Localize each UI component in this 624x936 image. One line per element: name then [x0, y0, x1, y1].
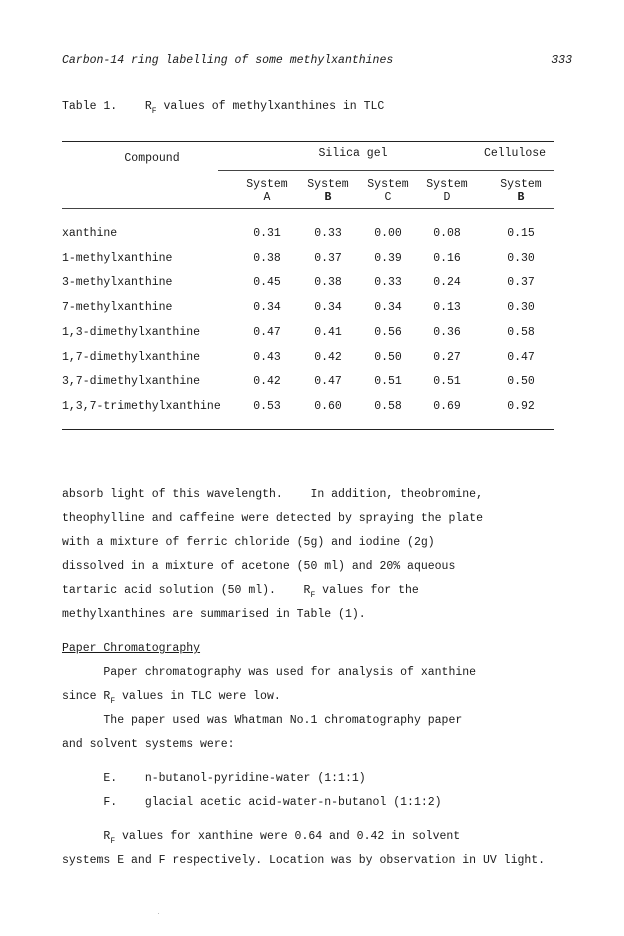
- rf-value-cell: 0.08: [433, 227, 461, 240]
- rf-value-cell: 0.00: [374, 227, 402, 240]
- compound-cell: 1,3-dimethylxanthine: [62, 326, 201, 339]
- rf-value-cell: 0.60: [314, 400, 342, 413]
- caption-prefix: Table 1.: [62, 100, 118, 113]
- rf-value-cell: 0.43: [253, 351, 281, 364]
- rf-value-cell: 0.47: [507, 351, 535, 364]
- rf-value-cell: 0.69: [433, 400, 461, 413]
- rf-value-cell: 0.37: [507, 276, 535, 289]
- compound-cell: 1,7-dimethylxanthine: [62, 351, 201, 364]
- paragraph-4-line-1: $R_F$ values for xanthine were 0.64 and 0.42 in solvent: [62, 830, 461, 846]
- page-number: 333: [551, 54, 572, 67]
- rf-value-cell: 0.39: [374, 252, 402, 265]
- system-header-d: System D: [426, 178, 468, 204]
- paragraph-1-line-6: methylxanthines are summarised in Table (1).: [62, 608, 366, 621]
- rf-value-cell: 0.47: [314, 375, 342, 388]
- section-heading: Paper Chromatography: [62, 642, 201, 655]
- rf-value-cell: 0.15: [507, 227, 535, 240]
- rf-value-cell: 0.37: [314, 252, 342, 265]
- rf-value-cell: 0.34: [374, 301, 402, 314]
- compound-cell: 3,7-dimethylxanthine: [62, 375, 201, 388]
- rf-value-cell: 0.53: [253, 400, 281, 413]
- rf-value-cell: 0.58: [374, 400, 402, 413]
- rf-value-cell: 0.38: [314, 276, 342, 289]
- caption-r: R: [144, 100, 152, 113]
- paragraph-3-line-1: The paper used was Whatman No.1 chromatography paper: [62, 714, 463, 727]
- paragraph-4-line-2: systems E and F respectively. Location was by observation in UV light.: [62, 854, 546, 867]
- paragraph-1-line-4: dissolved in a mixture of acetone (50 ml) and 20% aqueous: [62, 560, 456, 573]
- compound-cell: 1-methylxanthine: [62, 252, 173, 265]
- rf-value-cell: 0.50: [507, 375, 535, 388]
- group-subrule: [218, 170, 554, 171]
- paragraph-1-line-1: absorb light of this wavelength. In addition, theobromine,: [62, 488, 483, 501]
- system-header-a: System A: [246, 178, 288, 204]
- silica-gel-header: Silica gel: [318, 147, 388, 160]
- rf-value-cell: 0.51: [433, 375, 461, 388]
- caption-subscript: F: [151, 107, 157, 116]
- rf-value-cell: 0.33: [374, 276, 402, 289]
- rf-value-cell: 0.34: [253, 301, 281, 314]
- rf-value-cell: 0.58: [507, 326, 535, 339]
- running-head: [62, 54, 572, 70]
- rf-value-cell: 0.30: [507, 252, 535, 265]
- compound-cell: 3-methylxanthine: [62, 276, 173, 289]
- rf-value-cell: 0.50: [374, 351, 402, 364]
- rf-value-cell: 0.38: [253, 252, 281, 265]
- system-header-b: System B: [307, 178, 349, 204]
- rf-value-cell: 0.16: [433, 252, 461, 265]
- rf-value-cell: 0.42: [314, 351, 342, 364]
- table-top-rule: [62, 141, 554, 142]
- rf-value-cell: 0.27: [433, 351, 461, 364]
- rf-value-cell: 0.31: [253, 227, 281, 240]
- rf-value-cell: 0.24: [433, 276, 461, 289]
- rf-value-cell: 0.45: [253, 276, 281, 289]
- solvent-system-f: F. glacial acetic acid-water-n-butanol (1:1:2): [62, 796, 442, 809]
- running-head-title: Carbon-14 ring labelling of some methylxanthines: [62, 54, 394, 67]
- paragraph-1-line-5: tartaric acid solution (50 ml). $R_F$ values for the: [62, 584, 419, 600]
- table-bottom-rule: [62, 429, 554, 430]
- compound-header: Compound: [124, 152, 180, 165]
- rf-value-cell: 0.36: [433, 326, 461, 339]
- compound-cell: 1,3,7-trimethylxanthine: [62, 400, 221, 413]
- caption-rest: values of methylxanthines in TLC: [156, 100, 385, 113]
- rf-value-cell: 0.33: [314, 227, 342, 240]
- cellulose-header: Cellulose: [483, 147, 547, 160]
- rf-value-cell: 0.34: [314, 301, 342, 314]
- solvent-system-e: E. n-butanol-pyridine-water (1:1:1): [62, 772, 366, 785]
- compound-cell: 7-methylxanthine: [62, 301, 173, 314]
- table-header-rule: [62, 208, 554, 209]
- paragraph-2-line-1: Paper chromatography was used for analysis of xanthine: [62, 666, 477, 679]
- rf-value-cell: 0.13: [433, 301, 461, 314]
- paragraph-3-line-2: and solvent systems were:: [62, 738, 235, 751]
- table-caption: [62, 100, 385, 116]
- rf-value-cell: 0.41: [314, 326, 342, 339]
- paragraph-1-line-3: with a mixture of ferric chloride (5g) and iodine (2g): [62, 536, 435, 549]
- compound-cell: xanthine: [62, 227, 118, 240]
- system-header-cellulose-b: System B: [500, 178, 542, 204]
- paragraph-1-line-2: theophylline and caffeine were detected by spraying the plate: [62, 512, 483, 525]
- rf-value-cell: 0.51: [374, 375, 402, 388]
- rf-value-cell: 0.56: [374, 326, 402, 339]
- rf-value-cell: 0.30: [507, 301, 535, 314]
- scan-speck: [158, 913, 159, 914]
- rf-value-cell: 0.92: [507, 400, 535, 413]
- rf-value-cell: 0.42: [253, 375, 281, 388]
- paragraph-2-line-2: since $R_F$ values in TLC were low.: [62, 690, 281, 706]
- system-header-c: System C: [367, 178, 409, 204]
- rf-value-cell: 0.47: [253, 326, 281, 339]
